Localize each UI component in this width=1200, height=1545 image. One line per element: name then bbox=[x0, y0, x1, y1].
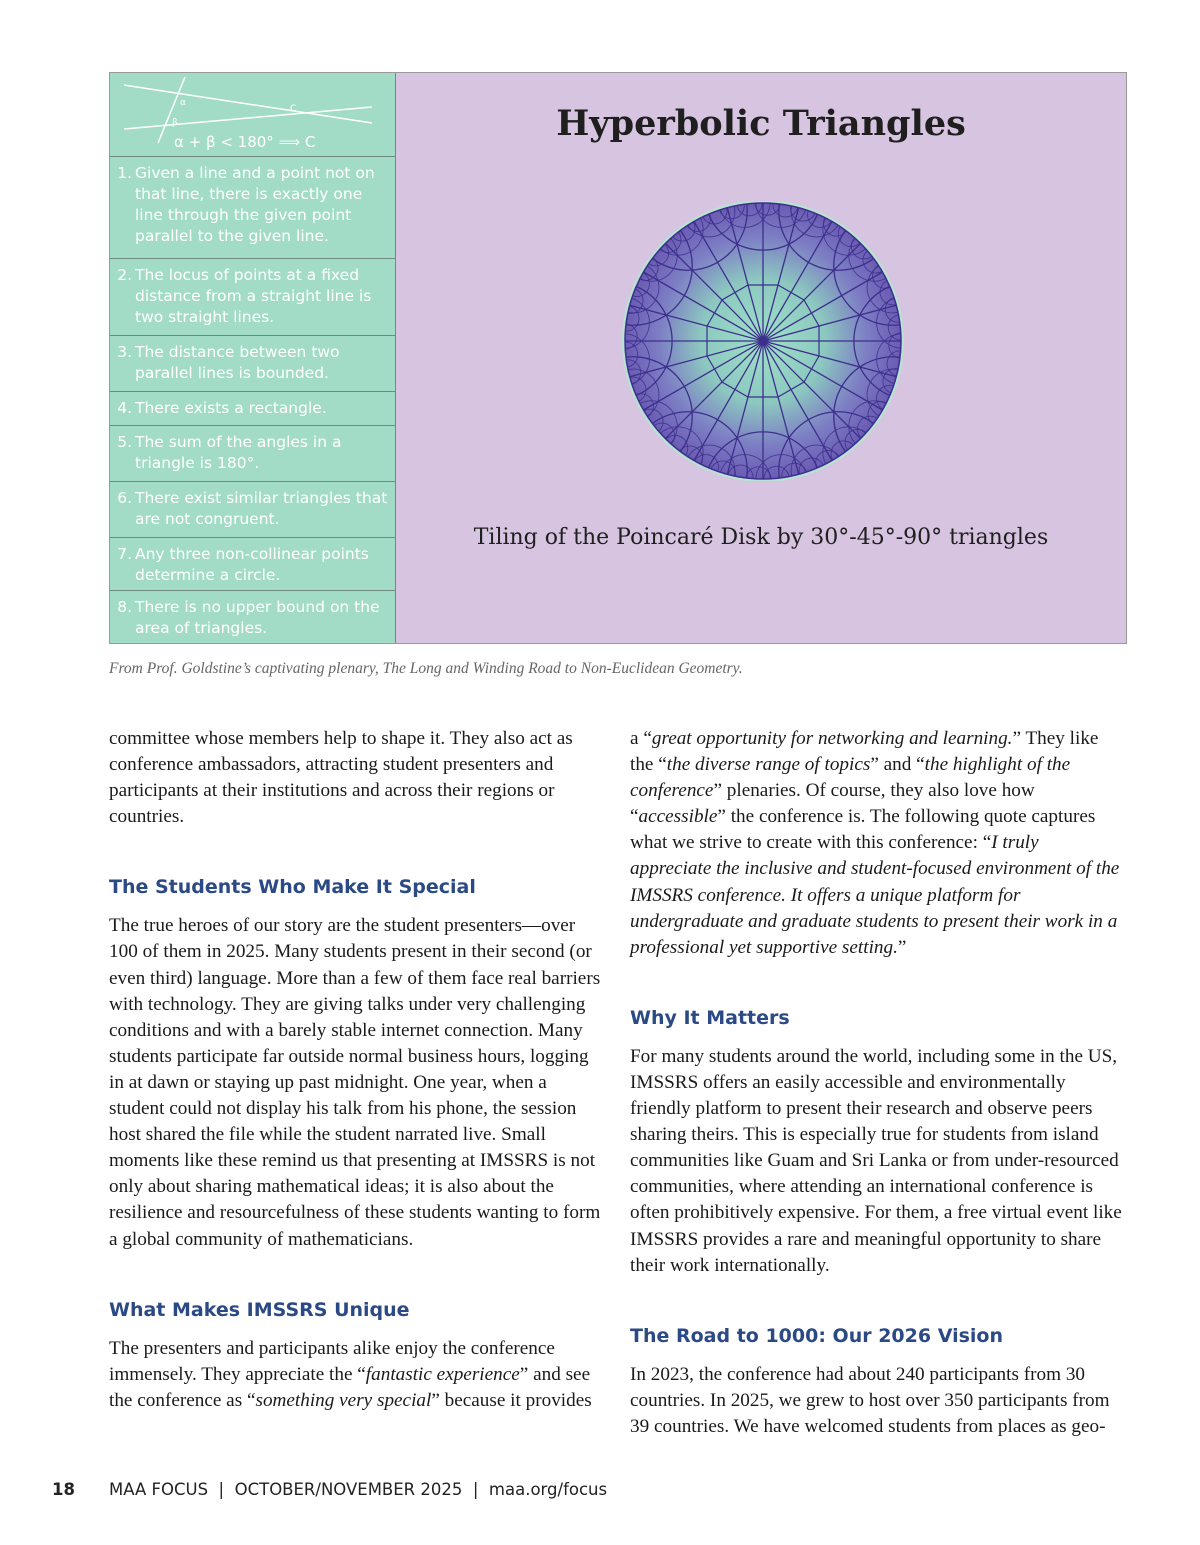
text-span: ” plenaries. Of course, they also love how “ bbox=[630, 780, 1035, 828]
hyperbolic-panel bbox=[396, 73, 1126, 643]
postulate-text: Any three non-collinear points determine a circle. bbox=[135, 545, 369, 584]
text-span: ” bbox=[897, 936, 907, 958]
section-heading: Why It Matters bbox=[630, 1006, 790, 1029]
paragraph: The true heroes of our story are the student presenters—over 100 of them in 2025. Many students present in their second (or even third) language. More than a few of them face real barriers with technology. They are giving talks under very challenging conditions and with a barely stable internet connection. Many students participate far outside normal business hours, logging in at dawn or staying up past midnight. One year, when a student could not display his talk from his phone, the session host shared the file while the student narrated live. Small moments like these remind us that presenting at IMSSRS is not only about sharing mathematical ideas; it is also about the resilience and resourcefulness of these students wanting to form a global community of mathematicians. bbox=[109, 915, 601, 1250]
postulate-item bbox=[110, 157, 395, 259]
c-label: C bbox=[290, 104, 297, 114]
paragraph bbox=[630, 726, 1122, 961]
postulate-text: The sum of the angles in a triangle is 180°. bbox=[135, 433, 342, 472]
paragraph: committee whose members help to shape it. They also act as conference ambassadors, attracting student presenters and participants at their institutions and across their regions or countries. bbox=[109, 728, 573, 828]
paragraph bbox=[109, 1336, 601, 1414]
postulate-item bbox=[110, 538, 395, 591]
quote-span: great opportunity for networking and learning. bbox=[651, 728, 1013, 749]
postulate-item bbox=[110, 392, 395, 426]
postulate-item bbox=[110, 591, 395, 643]
postulate-text: The distance between two parallel lines is bounded. bbox=[135, 343, 340, 382]
figure bbox=[109, 72, 1127, 644]
postulate-number: 6. bbox=[117, 489, 132, 507]
quote-span: the highlight of the conference bbox=[630, 754, 1071, 802]
paragraph: For many students around the world, including some in the US, IMSSRS offers an easily accessible and environmentally friendly platform to present their research and observe peers sharing theirs. This is especially true for students from island communities like Guam and Sri Lanka or from under-resourced communities, where attending an international conference is often prohibitively expensive. For them, a free virtual event like IMSSRS provides a rare and meaningful opportunity to share their work internationally. bbox=[630, 1045, 1122, 1276]
postulate-number: 7. bbox=[117, 545, 132, 563]
postulate-item bbox=[110, 259, 395, 336]
text-span: ” and “ bbox=[870, 754, 925, 776]
beta-label: β bbox=[172, 118, 178, 128]
figure-subtitle: Tiling of the Poincaré Disk by 30°-45°-90° triangles bbox=[473, 525, 1049, 550]
quote-span: the diverse range of topics bbox=[666, 754, 871, 776]
poincare-disk-image bbox=[590, 201, 936, 481]
page-footer bbox=[0, 1480, 1200, 1506]
text-span: a “ bbox=[630, 728, 652, 749]
postulate-number: 4. bbox=[117, 399, 132, 417]
quote-span: fantastic experience bbox=[365, 1363, 520, 1385]
text-span: ” They like the “ bbox=[630, 728, 1099, 776]
postulate-number: 8. bbox=[117, 598, 132, 616]
postulate-text: There exist similar triangles that are not congruent. bbox=[135, 489, 388, 528]
postulate-panel bbox=[110, 73, 396, 643]
left-column bbox=[109, 726, 601, 1414]
section-heading: What Makes IMSSRS Unique bbox=[109, 1298, 410, 1321]
section-heading: The Road to 1000: Our 2026 Vision bbox=[630, 1324, 1003, 1347]
section-heading: The Students Who Make It Special bbox=[109, 876, 476, 899]
figure-caption: From Prof. Goldstine’s captivating plenary, The Long and Winding Road to Non-Euclidean Geometry. bbox=[109, 660, 743, 677]
page-number: 18 bbox=[52, 1480, 75, 1499]
postulate-text: Given a line and a point not on that line, there is exactly one line through the given point parallel to the given line. bbox=[135, 164, 375, 245]
text-span: ” and see the conference as “ bbox=[109, 1363, 591, 1411]
text-span: ” because it provides bbox=[431, 1389, 592, 1411]
postulate-text: There is no upper bound on the area of triangles. bbox=[135, 598, 380, 637]
right-column bbox=[630, 726, 1122, 1440]
postulate-text: There exists a rectangle. bbox=[135, 399, 327, 417]
postulate-item bbox=[110, 336, 395, 392]
text-span: ” the conference is. The following quote captures what we strive to create with this conference: “ bbox=[630, 806, 1096, 854]
quote-span: accessible bbox=[638, 806, 718, 828]
parallel-postulate-diagram bbox=[110, 73, 395, 157]
text-span: The presenters and participants alike enjoy the conference immensely. They appreciate the “ bbox=[109, 1337, 555, 1385]
quote-span: I truly appreciate the inclusive and student-focused environment of the IMSSRS conference. It offers a unique platform for undergraduate and graduate students to present their work in a professional yet supportive setting. bbox=[630, 832, 1120, 958]
figure-title: Hyperbolic Triangles bbox=[556, 103, 966, 144]
paragraph: In 2023, the conference had about 240 participants from 30 countries. In 2025, we grew to host over 350 participants from 39 countries. We have welcomed students from places as geo- bbox=[630, 1363, 1110, 1437]
postulate-number: 3. bbox=[117, 343, 132, 361]
formula: α + β < 180° ⟹ C bbox=[174, 133, 316, 151]
postulate-number: 1. bbox=[117, 164, 132, 182]
postulate-number: 2. bbox=[117, 266, 132, 284]
quote-span: something very special bbox=[255, 1389, 432, 1411]
postulate-item bbox=[110, 426, 395, 482]
alpha-label: α bbox=[180, 98, 186, 108]
postulate-number: 5. bbox=[117, 433, 132, 451]
postulate-item bbox=[110, 482, 395, 538]
running-footer: MAA FOCUS | OCTOBER/NOVEMBER 2025 | maa.org/focus bbox=[109, 1480, 608, 1499]
postulate-text: The locus of points at a fixed distance from a straight line is two straight lines. bbox=[135, 266, 372, 326]
